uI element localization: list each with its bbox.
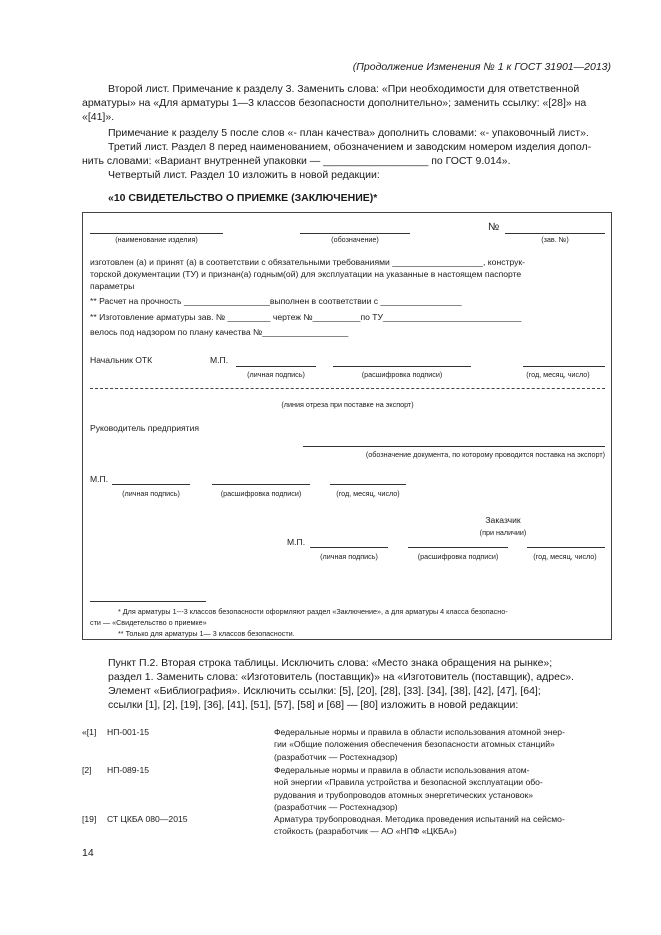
caption: (личная подпись) [320,552,378,561]
paragraph-text: ссылки [1], [2], [19], [36], [41], [51], [57], [58] и [68] — [80] изложить в новой редакции: [108,699,519,711]
input-line [303,446,605,447]
bib-description-line: рудования и трубопроводов атомных энергетических установок» [274,789,534,800]
enterprise-head-label: Руководитель предприятия [90,423,200,433]
bib-code: НП-089-15 [107,765,150,775]
cut-line [90,388,605,389]
input-line [523,366,605,367]
stamp-label: М.П. [287,537,306,547]
customer-label: Заказчик [485,515,521,525]
input-line [212,484,310,485]
bib-number: «[1] [82,727,97,737]
continuation-header: (Продолжение Изменения № 1 к ГОСТ 31901—2013) [352,61,611,73]
bib-description-line: стойкость (разработчик — АО «НПФ «ЦКБА») [274,826,457,837]
caption: (при наличии) [479,528,527,537]
bib-code: СТ ЦКБА 080—2015 [107,814,188,824]
bib-description-line: Арматура трубопроводная. Методика проведения испытаний на сейсмо- [274,814,565,824]
input-line [310,547,388,548]
input-line [236,366,316,367]
input-line [90,233,223,234]
paragraph-text: Элемент «Библиография». Исключить ссылки: [5], [20], [28], [33]. [34], [38], [42], [47], [64]; [108,685,541,697]
stamp-label: М.П. [90,474,109,484]
bib-description-line: Федеральные нормы и правила в области использования атомной энер- [274,727,565,737]
caption: (расшифровка подписи) [361,370,443,379]
footnote-text: * Для арматуры 1---3 классов безопасности оформляют раздел «Заключение», а для арматуры 4 класса безопасно- [118,607,508,616]
form-text: торской документации (ТУ) и признан(а) годным(ой) для эксплуатации на указанные в настоящем паспорте [90,269,522,279]
bib-description-line: ной энергии «Правила устройства и безопасной эксплуатации обо- [274,777,543,788]
page-number: 14 [82,847,94,859]
paragraph-text: Примечание к разделу 5 после слов «- план качества» дополнить словами: «- упаковочный лист». [108,127,589,139]
form-text: изготовлен (а) и принят (а) в соответствии с обязательными требованиями ___________________, конструк- [90,257,526,267]
paragraph-text: Четвертый лист. Раздел 10 изложить в новой редакции: [108,169,380,181]
caption: (год, месяц, число) [533,552,597,561]
footnote-text: сти — «Свидетельство о приемке» [90,618,207,627]
bib-number: [19] [82,814,97,824]
caption: (год, месяц, число) [336,489,400,498]
input-line [300,233,410,234]
cut-line-caption: (линия отреза при поставке на экспорт) [281,400,414,409]
caption: (зав. №) [541,235,569,244]
bib-description-line: (разработчик — Ростехнадзор) [274,751,398,762]
input-line [505,233,605,234]
footnote-separator [90,601,206,602]
footnote-text: ** Только для арматуры 1— 3 классов безопасности. [118,629,295,638]
bib-description-line: Федеральные нормы и правила в области использования атом- [274,765,530,775]
caption: (расшифровка подписи) [417,552,499,561]
bib-code: НП-001-15 [107,727,150,737]
stamp-label: М.П. [210,355,229,365]
paragraph-text: арматуры» на «Для арматуры 1—3 классов безопасности дополнительно»; заменить ссылку: «[28]» на [82,97,587,109]
input-line [333,366,471,367]
input-line [330,484,406,485]
caption: (обозначение) [331,235,379,244]
caption: (личная подпись) [247,370,305,379]
paragraph-text: «[41]». [82,111,115,123]
caption: (расшифровка подписи) [220,489,302,498]
caption: (год, месяц, число) [526,370,590,379]
paragraph-text: Пункт П.2. Вторая строка таблицы. Исключить слова: «Место знака обращения на рынке»; [108,657,553,669]
form-text: ** Изготовление арматуры зав. № _________ чертеж №__________по ТУ_____________________________ [90,312,522,322]
paragraph-text: раздел 1. Заменить слова: «Изготовитель (поставщик)» на «Изготовитель (поставщик), адрес». [108,671,574,683]
bib-description-line: (разработчик — Ростехнадзор) [274,802,398,813]
caption: (личная подпись) [122,489,180,498]
input-line [112,484,190,485]
input-line [408,547,508,548]
form-text: ** Расчет на прочность __________________выполнен в соответствии с _________________ [90,296,462,306]
bib-description-line: гии «Общие положения обеспечения безопасности атомных станций» [274,739,555,750]
form-text: велось под надзором по плану качества №__________________ [90,327,349,337]
bib-number: [2] [82,765,92,775]
paragraph-text: Третий лист. Раздел 8 перед наименованием, обозначением и заводским номером изделия допол- [108,141,592,153]
otk-head-label: Начальник ОТК [90,355,153,365]
caption: (обозначение документа, по которому проводится поставка на экспорт) [365,450,605,459]
caption: (наименование изделия) [115,235,198,244]
paragraph-text: Второй лист. Примечание к разделу 3. Заменить слова: «При необходимости для ответственной [108,83,580,95]
number-sign: № [488,221,500,233]
input-line [527,547,605,548]
paragraph-text: нить словами: «Вариант внутренней упаковки — __________________ по ГОСТ 9.014». [82,155,511,167]
section-title: «10 СВИДЕТЕЛЬСТВО О ПРИЕМКЕ (ЗАКЛЮЧЕНИЕ)* [108,192,378,204]
form-text: параметры [90,281,135,291]
